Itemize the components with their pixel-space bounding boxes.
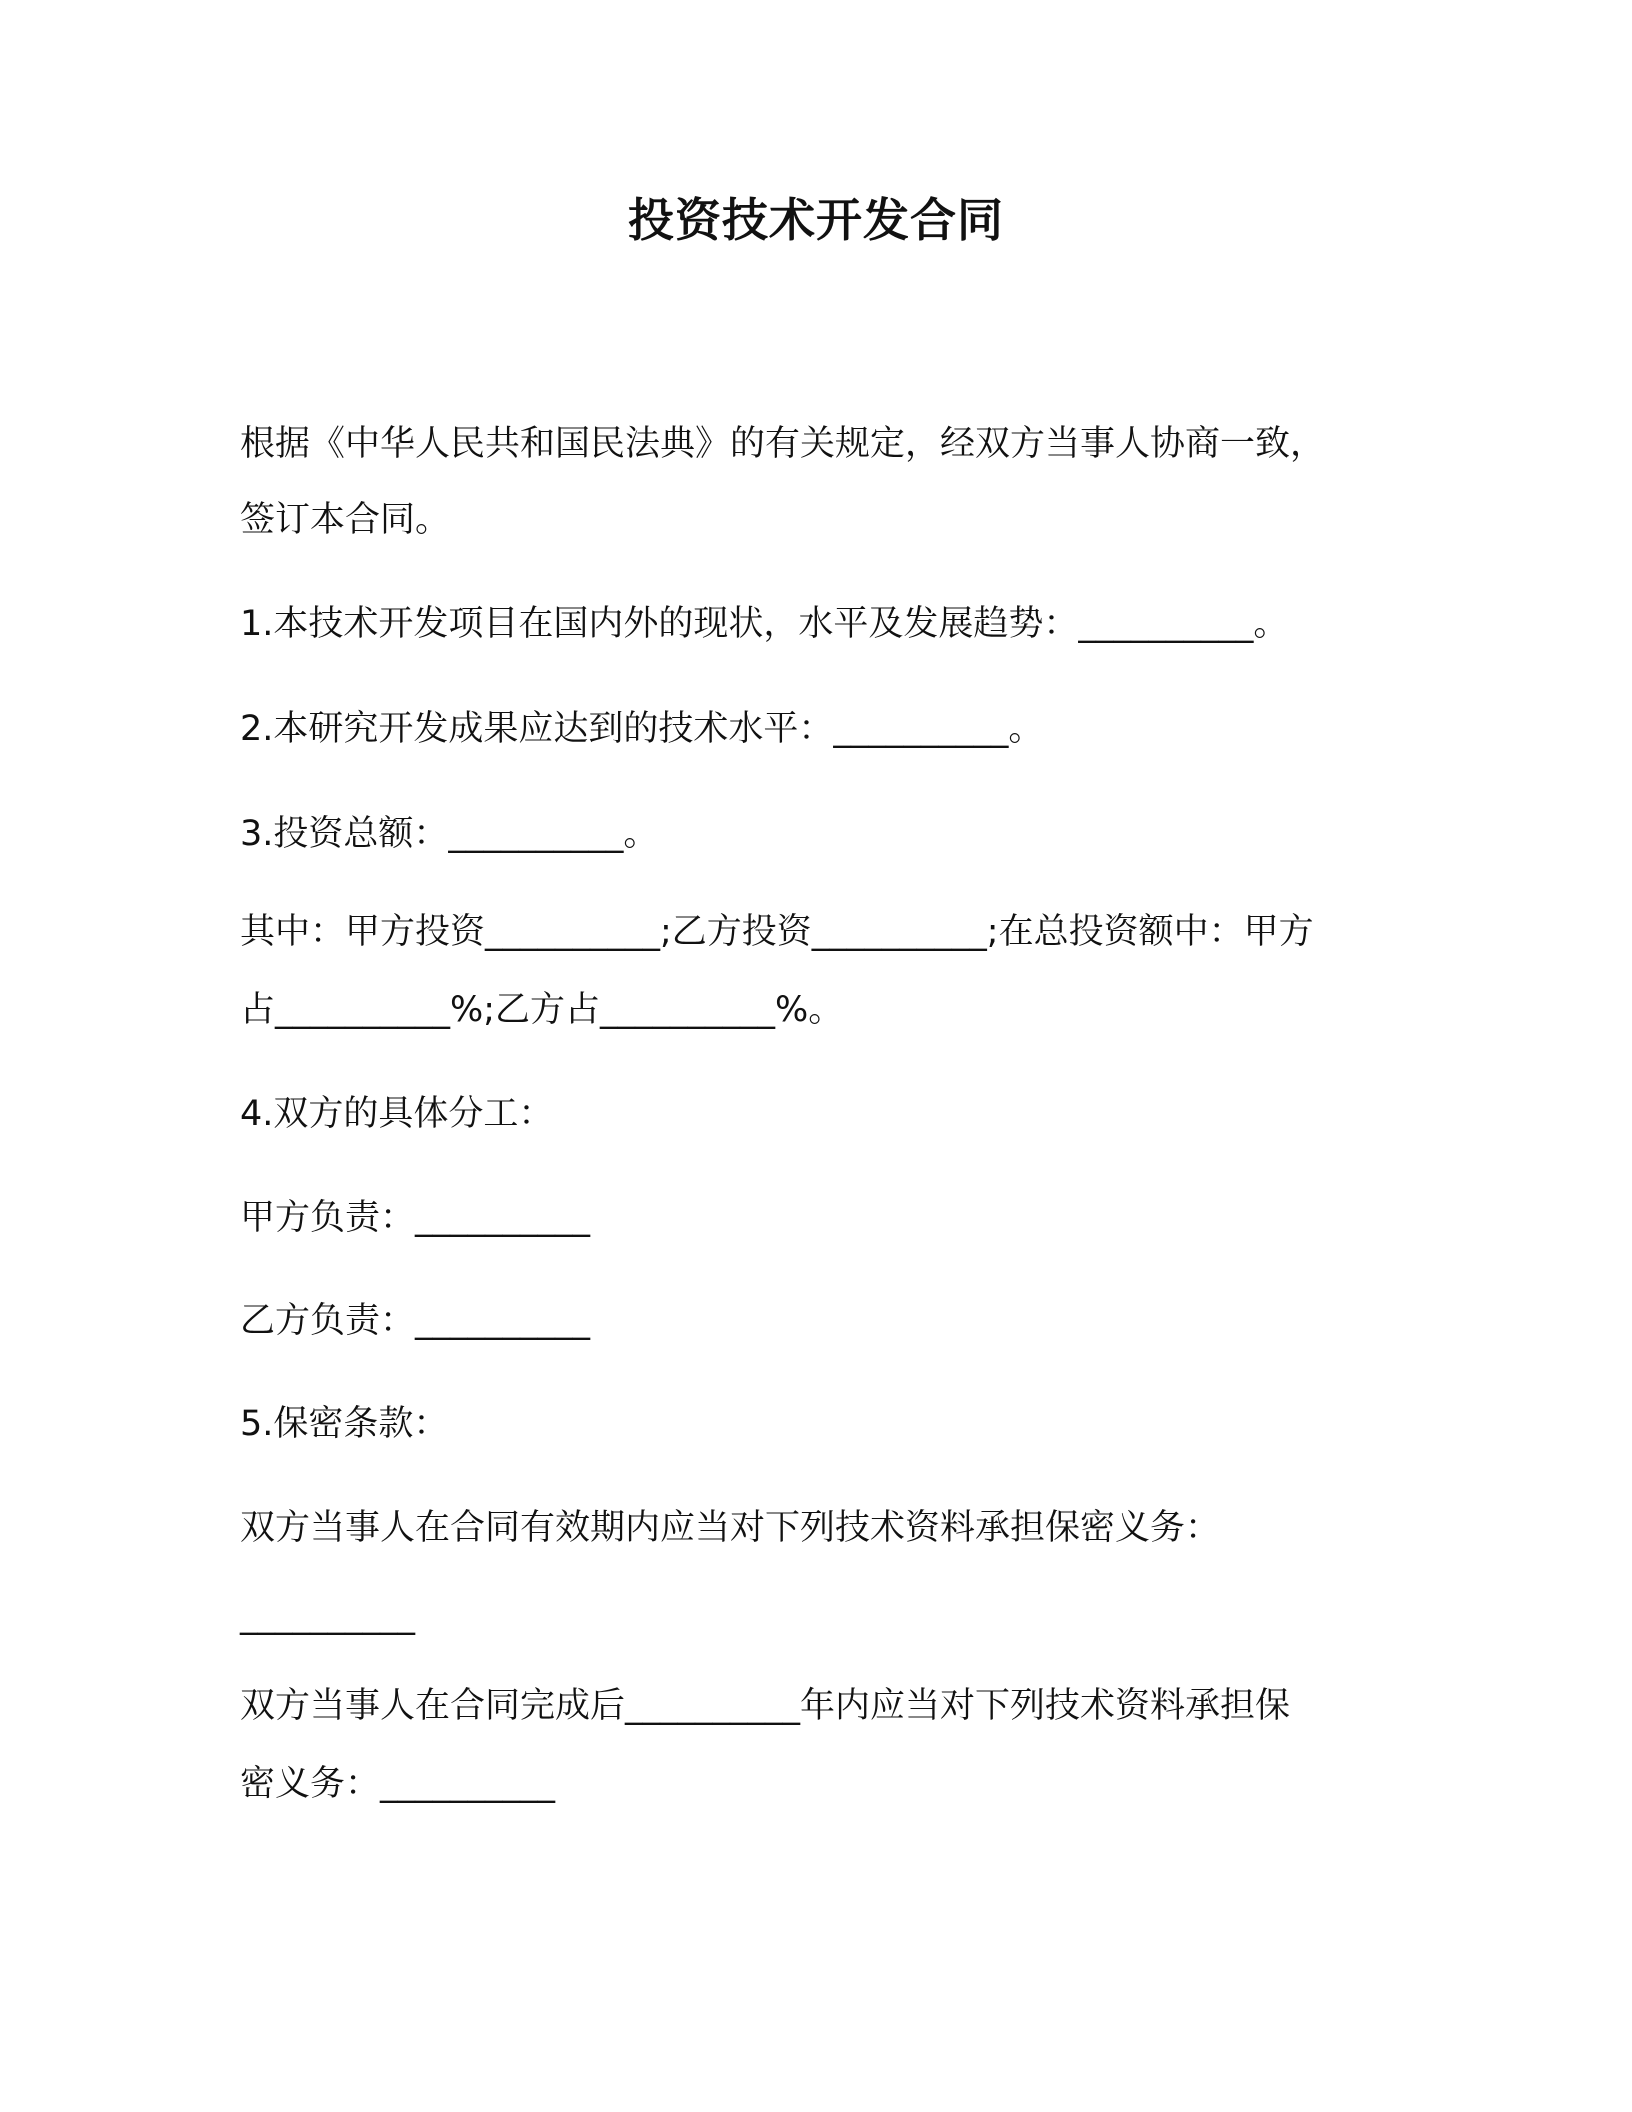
investment-split-line-1: 其中：甲方投资__________;乙方投资__________;在总投资额中：甲方 (240, 912, 1314, 952)
confidentiality-blank: __________ (240, 1596, 415, 1636)
post-contract-confidentiality-line-2: 密义务：__________ (240, 1764, 556, 1804)
party-b-duty-line: 乙方负责：__________ (240, 1301, 591, 1341)
clause-5-heading: 5.保密条款： (240, 1404, 449, 1444)
party-a-duty-line: 甲方负责：__________ (240, 1198, 591, 1238)
document-title: 投资技术开发合同 (628, 193, 1004, 247)
preamble-line-1: 根据《中华人民共和国民法典》的有关规定，经双方当事人协商一致， (240, 424, 1326, 464)
clause-4-heading: 4.双方的具体分工： (240, 1094, 554, 1134)
clause-1-line: 1.本技术开发项目在国内外的现状，水平及发展趋势：__________。 (240, 604, 1289, 644)
preamble-line-2: 签订本合同。 (240, 500, 451, 540)
post-contract-confidentiality-line-1: 双方当事人在合同完成后__________年内应当对下列技术资料承担保 (240, 1686, 1291, 1726)
investment-split-line-2: 占__________%;乙方占__________%。 (240, 990, 844, 1030)
clause-2-line: 2.本研究开发成果应达到的技术水平：__________。 (240, 709, 1044, 749)
clause-3-line: 3.投资总额：__________。 (240, 814, 659, 854)
confidentiality-line-1: 双方当事人在合同有效期内应当对下列技术资料承担保密义务： (240, 1508, 1221, 1548)
